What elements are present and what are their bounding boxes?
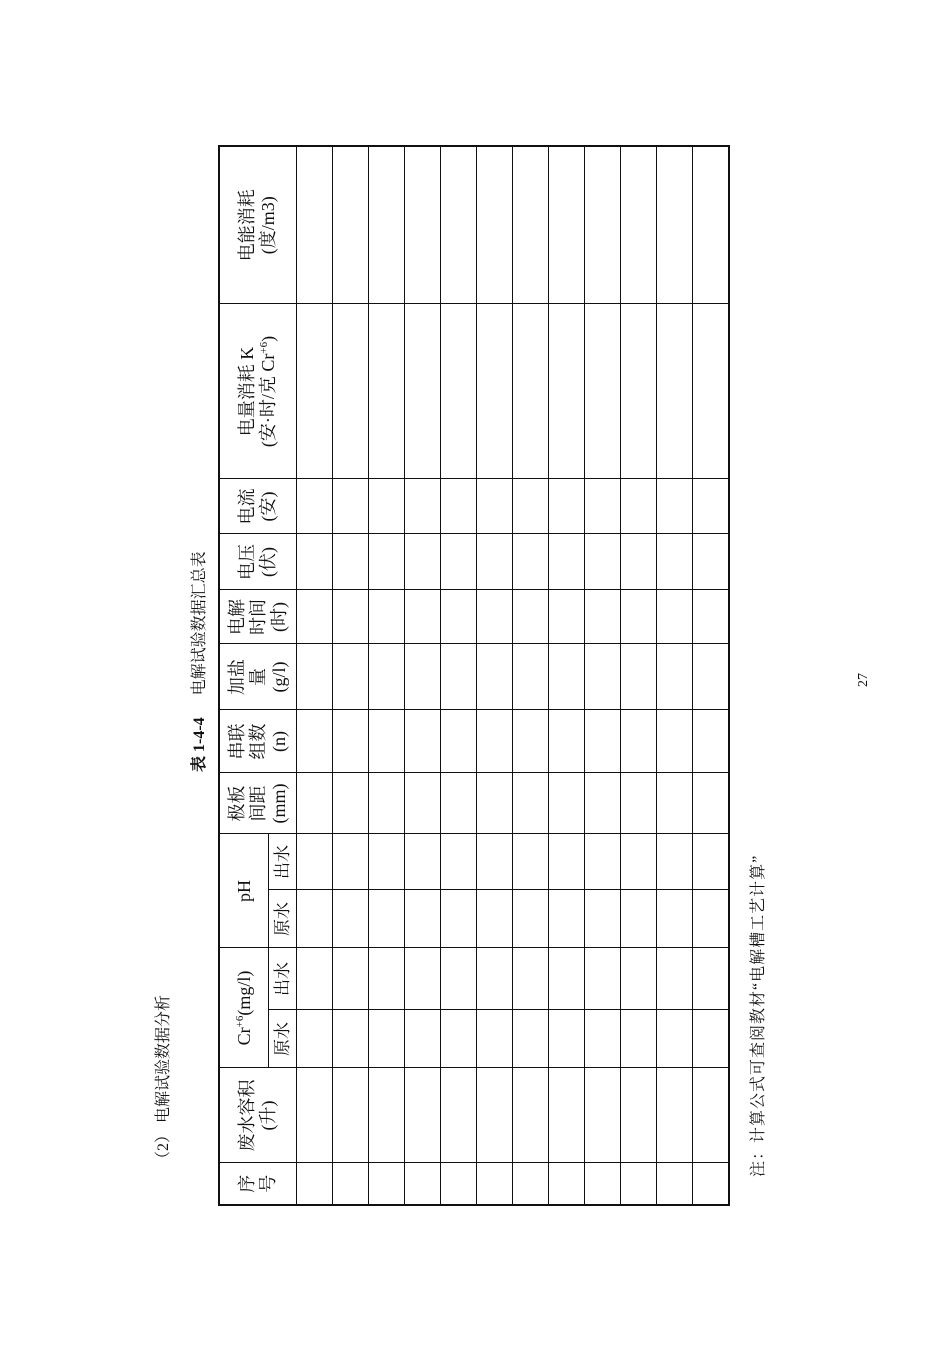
table-cell	[333, 834, 369, 890]
table-cell	[369, 834, 405, 890]
header-series: 串联 组数 (n)	[219, 710, 297, 773]
header-cr-raw: 原水	[269, 1010, 297, 1068]
table-cell	[693, 534, 730, 590]
table-cell	[369, 773, 405, 834]
data-table	[218, 145, 730, 1206]
table-cell	[621, 1068, 657, 1163]
table-cell	[405, 534, 441, 590]
table-cell	[549, 479, 585, 534]
table-cell	[549, 1010, 585, 1068]
table-cell	[693, 890, 730, 948]
table-cell	[441, 1163, 477, 1205]
table-cell	[297, 146, 333, 304]
table-cell	[441, 773, 477, 834]
header-ph-raw: 原水	[269, 890, 297, 948]
table-cell	[477, 146, 513, 304]
table-number: 表 1-4-4	[191, 717, 208, 772]
table-cell	[369, 644, 405, 710]
table-cell	[621, 834, 657, 890]
table-cell	[441, 590, 477, 644]
table-row	[549, 146, 585, 1205]
table-row	[513, 146, 549, 1205]
header-charge: 电量消耗 K (安·时/克 $Cr^{+6}$)	[219, 304, 297, 479]
table-cell	[333, 534, 369, 590]
table-cell	[585, 304, 621, 479]
table-cell	[369, 590, 405, 644]
table-cell	[477, 710, 513, 773]
table-cell	[585, 479, 621, 534]
header-cr: $Cr^{+6}(mg/l)$	[219, 948, 269, 1068]
table-cell	[585, 534, 621, 590]
table-cell	[549, 644, 585, 710]
table-cell	[621, 590, 657, 644]
table-cell	[477, 890, 513, 948]
table-row	[369, 146, 405, 1205]
table-cell	[477, 534, 513, 590]
header-time: 电解 时间 (时)	[219, 590, 297, 644]
table-cell	[477, 590, 513, 644]
table-cell	[369, 534, 405, 590]
table-cell	[405, 890, 441, 948]
header-energy: 电能消耗 (度/m3)	[219, 146, 297, 304]
table-caption	[186, 551, 209, 772]
table-cell	[657, 1068, 693, 1163]
section-heading: （2） 电解试验数据分析	[155, 994, 172, 1167]
table-cell	[513, 590, 549, 644]
table-cell	[693, 1068, 730, 1163]
table-cell	[549, 304, 585, 479]
table-row	[441, 146, 477, 1205]
table-cell	[549, 834, 585, 890]
table-cell	[477, 1163, 513, 1205]
table-cell	[693, 304, 730, 479]
table-cell	[585, 590, 621, 644]
table-cell	[441, 710, 477, 773]
table-cell	[405, 1010, 441, 1068]
header-voltage: 电压 (伏)	[219, 534, 297, 590]
header-spacing: 极板 间距 (mm)	[219, 773, 297, 834]
table-cell	[621, 948, 657, 1010]
table-cell	[333, 1068, 369, 1163]
table-cell	[513, 890, 549, 948]
table-cell	[477, 304, 513, 479]
table-cell	[405, 773, 441, 834]
table-cell	[513, 710, 549, 773]
table-cell	[333, 146, 369, 304]
table-cell	[405, 1163, 441, 1205]
table-cell	[297, 1068, 333, 1163]
table-cell	[333, 890, 369, 948]
table-cell	[333, 948, 369, 1010]
header-seq: 序 号	[219, 1163, 297, 1205]
table-cell	[297, 644, 333, 710]
table-cell	[549, 948, 585, 1010]
header-ph-out: 出水	[269, 834, 297, 890]
table-cell	[657, 479, 693, 534]
table-cell	[549, 590, 585, 644]
table-cell	[549, 710, 585, 773]
table-cell	[693, 644, 730, 710]
table-cell	[405, 834, 441, 890]
table-cell	[441, 834, 477, 890]
table-cell	[441, 1068, 477, 1163]
table-row	[657, 146, 693, 1205]
table-cell	[333, 644, 369, 710]
table-cell	[657, 644, 693, 710]
table-cell	[513, 146, 549, 304]
header-current: 电流 (安)	[219, 479, 297, 534]
table-cell	[369, 1163, 405, 1205]
table-cell	[657, 1163, 693, 1205]
header-cr-out: 出水	[269, 948, 297, 1010]
table-cell	[441, 890, 477, 948]
table-cell	[333, 710, 369, 773]
table-cell	[513, 479, 549, 534]
table-cell	[513, 1068, 549, 1163]
table-cell	[513, 1163, 549, 1205]
table-cell	[621, 479, 657, 534]
table-cell	[297, 479, 333, 534]
table-cell	[441, 304, 477, 479]
table-cell	[585, 890, 621, 948]
table-cell	[585, 1010, 621, 1068]
table-cell	[477, 773, 513, 834]
table-cell	[333, 304, 369, 479]
table-cell	[441, 948, 477, 1010]
header-ph: pH	[219, 834, 269, 948]
table-cell	[513, 834, 549, 890]
table-cell	[369, 890, 405, 948]
header-volume: 废水容积 (升)	[219, 1068, 297, 1163]
table-cell	[297, 834, 333, 890]
table-cell	[693, 834, 730, 890]
table-cell	[441, 644, 477, 710]
table-cell	[621, 1163, 657, 1205]
table-cell	[297, 1010, 333, 1068]
header-salt: 加盐 量 (g/l)	[219, 644, 297, 710]
table-cell	[405, 479, 441, 534]
table-cell	[441, 479, 477, 534]
table-cell	[333, 1010, 369, 1068]
table-cell	[477, 1068, 513, 1163]
table-cell	[657, 534, 693, 590]
table-cell	[405, 948, 441, 1010]
page-number: 27	[856, 673, 871, 687]
table-cell	[693, 479, 730, 534]
table-cell	[657, 1010, 693, 1068]
table-cell	[477, 948, 513, 1010]
table-row	[405, 146, 441, 1205]
table-cell	[693, 773, 730, 834]
table-cell	[477, 1010, 513, 1068]
table-cell	[585, 948, 621, 1010]
table-row	[477, 146, 513, 1205]
table-cell	[657, 890, 693, 948]
table-cell	[549, 1068, 585, 1163]
table-cell	[369, 479, 405, 534]
table-cell	[405, 710, 441, 773]
table-cell	[405, 146, 441, 304]
table-cell	[369, 146, 405, 304]
table-cell	[657, 146, 693, 304]
table-row	[333, 146, 369, 1205]
table-cell	[693, 710, 730, 773]
table-cell	[513, 773, 549, 834]
table-cell	[693, 590, 730, 644]
table-cell	[333, 1163, 369, 1205]
table-body	[297, 146, 730, 1205]
table-cell	[621, 304, 657, 479]
table-cell	[621, 710, 657, 773]
table-cell	[297, 304, 333, 479]
table-cell	[369, 710, 405, 773]
table-cell	[405, 644, 441, 710]
table-cell	[585, 834, 621, 890]
table-cell	[405, 590, 441, 644]
table-cell	[333, 773, 369, 834]
footnote: 注：计算公式可查阅教材“电解槽工艺计算”	[750, 854, 767, 1177]
table-cell	[585, 773, 621, 834]
table-cell	[441, 1010, 477, 1068]
table-cell	[513, 534, 549, 590]
table-cell	[369, 948, 405, 1010]
table-title: 电解试验数据汇总表	[191, 551, 208, 696]
table-cell	[477, 479, 513, 534]
table-cell	[621, 644, 657, 710]
table-cell	[549, 890, 585, 948]
table-cell	[297, 948, 333, 1010]
table-cell	[405, 304, 441, 479]
table-cell	[657, 710, 693, 773]
table-cell	[513, 1010, 549, 1068]
table-cell	[657, 304, 693, 479]
table-row	[297, 146, 333, 1205]
table-row	[585, 146, 621, 1205]
table-cell	[441, 534, 477, 590]
table-cell	[333, 590, 369, 644]
table-cell	[297, 890, 333, 948]
table-cell	[549, 146, 585, 304]
table-cell	[693, 1010, 730, 1068]
table-cell	[441, 146, 477, 304]
table-cell	[585, 1163, 621, 1205]
table-cell	[477, 834, 513, 890]
table-cell	[693, 948, 730, 1010]
table-cell	[369, 1068, 405, 1163]
table-cell	[585, 644, 621, 710]
table-row	[693, 146, 730, 1205]
table-cell	[513, 304, 549, 479]
table-cell	[513, 644, 549, 710]
table-cell	[621, 534, 657, 590]
table-cell	[621, 773, 657, 834]
table-cell	[513, 948, 549, 1010]
table-cell	[297, 590, 333, 644]
table-cell	[549, 1163, 585, 1205]
table-cell	[657, 773, 693, 834]
table-cell	[405, 1068, 441, 1163]
table-cell	[549, 534, 585, 590]
table-cell	[333, 479, 369, 534]
table-cell	[297, 710, 333, 773]
table-cell	[585, 710, 621, 773]
table-cell	[585, 146, 621, 304]
table-cell	[297, 1163, 333, 1205]
table-cell	[621, 1010, 657, 1068]
table-cell	[297, 534, 333, 590]
table-cell	[693, 1163, 730, 1205]
table-cell	[585, 1068, 621, 1163]
table-cell	[657, 590, 693, 644]
table-cell	[369, 304, 405, 479]
table-cell	[477, 644, 513, 710]
table-cell	[657, 834, 693, 890]
table-cell	[549, 773, 585, 834]
table-cell	[297, 773, 333, 834]
table-cell	[621, 890, 657, 948]
table-row	[621, 146, 657, 1205]
table-cell	[657, 948, 693, 1010]
table-cell	[693, 146, 730, 304]
table-cell	[621, 146, 657, 304]
table-cell	[369, 1010, 405, 1068]
